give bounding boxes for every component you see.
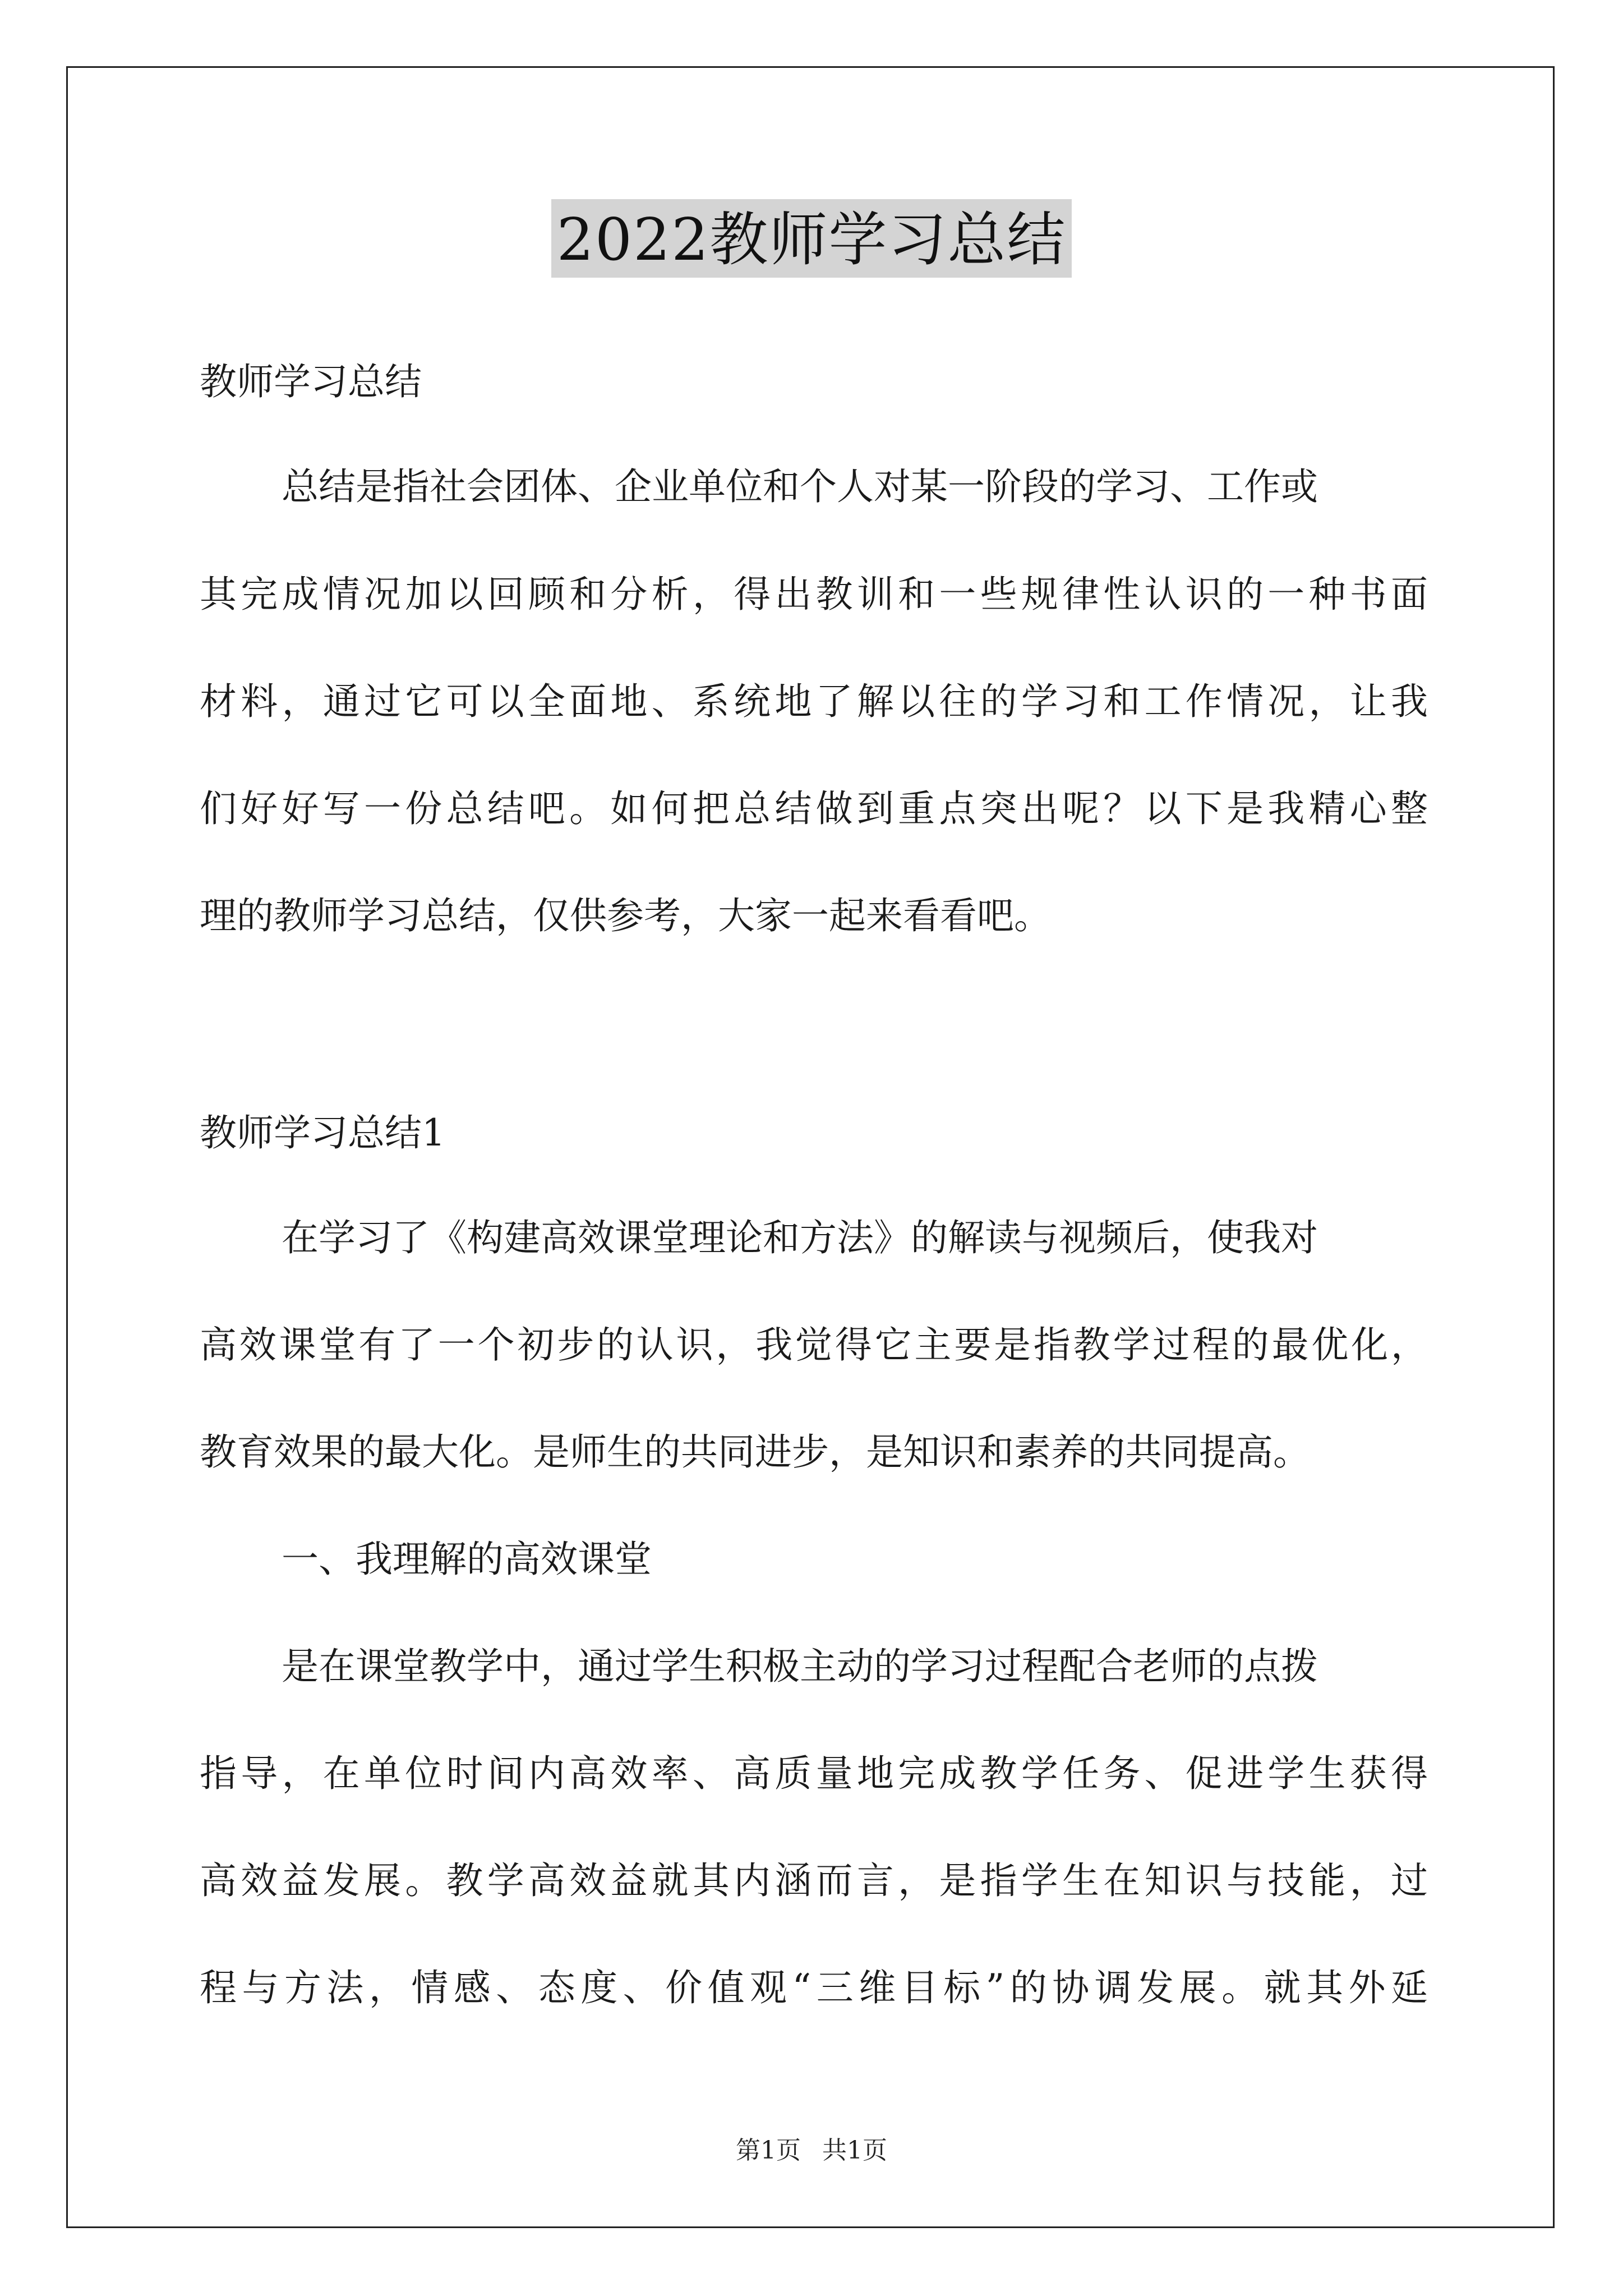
section-heading: 教师学习总结1 (200, 1111, 445, 1154)
subsection-heading: 一、我理解的高效课堂 (282, 1538, 652, 1581)
paragraph-line: 指导，在单位时间内高效率、高质量地完成教学任务、促进学生获得 (200, 1752, 1428, 1795)
paragraph-line: 在学习了《构建高效课堂理论和方法》的解读与视频后，使我对 (282, 1216, 1318, 1259)
paragraph-line: 材料，通过它可以全面地、系统地了解以往的学习和工作情况，让我 (200, 680, 1428, 723)
paragraph-line: 程与方法，情感、态度、价值观“三维目标”的协调发展。就其外延 (200, 1966, 1428, 2009)
page-total: 共1页 (822, 2136, 887, 2165)
title-container (0, 199, 1623, 278)
paragraph-line: 理的教师学习总结，仅供参考，大家一起来看看吧。 (200, 894, 1051, 937)
paragraph-line: 总结是指社会团体、企业单位和个人对某一阶段的学习、工作或 (282, 465, 1318, 508)
document-title[interactable]: 2022教师学习总结 (551, 199, 1072, 278)
page-footer (0, 2134, 1623, 2168)
paragraph-line: 们好好写一份总结吧。如何把总结做到重点突出呢？以下是我精心整 (200, 787, 1428, 830)
paragraph-line: 是在课堂教学中，通过学生积极主动的学习过程配合老师的点拨 (282, 1645, 1318, 1688)
paragraph-line: 高效益发展。教学高效益就其内涵而言，是指学生在知识与技能，过 (200, 1859, 1428, 1902)
paragraph-line: 其完成情况加以回顾和分析，得出教训和一些规律性认识的一种书面 (200, 573, 1428, 616)
paragraph-line: 教育效果的最大化。是师生的共同进步，是知识和素养的共同提高。 (200, 1430, 1310, 1474)
heading-main: 教师学习总结 (200, 360, 422, 403)
page-number: 第1页 (736, 2136, 801, 2165)
paragraph-line: 高效课堂有了一个初步的认识，我觉得它主要是指教学过程的最优化， (200, 1323, 1428, 1366)
